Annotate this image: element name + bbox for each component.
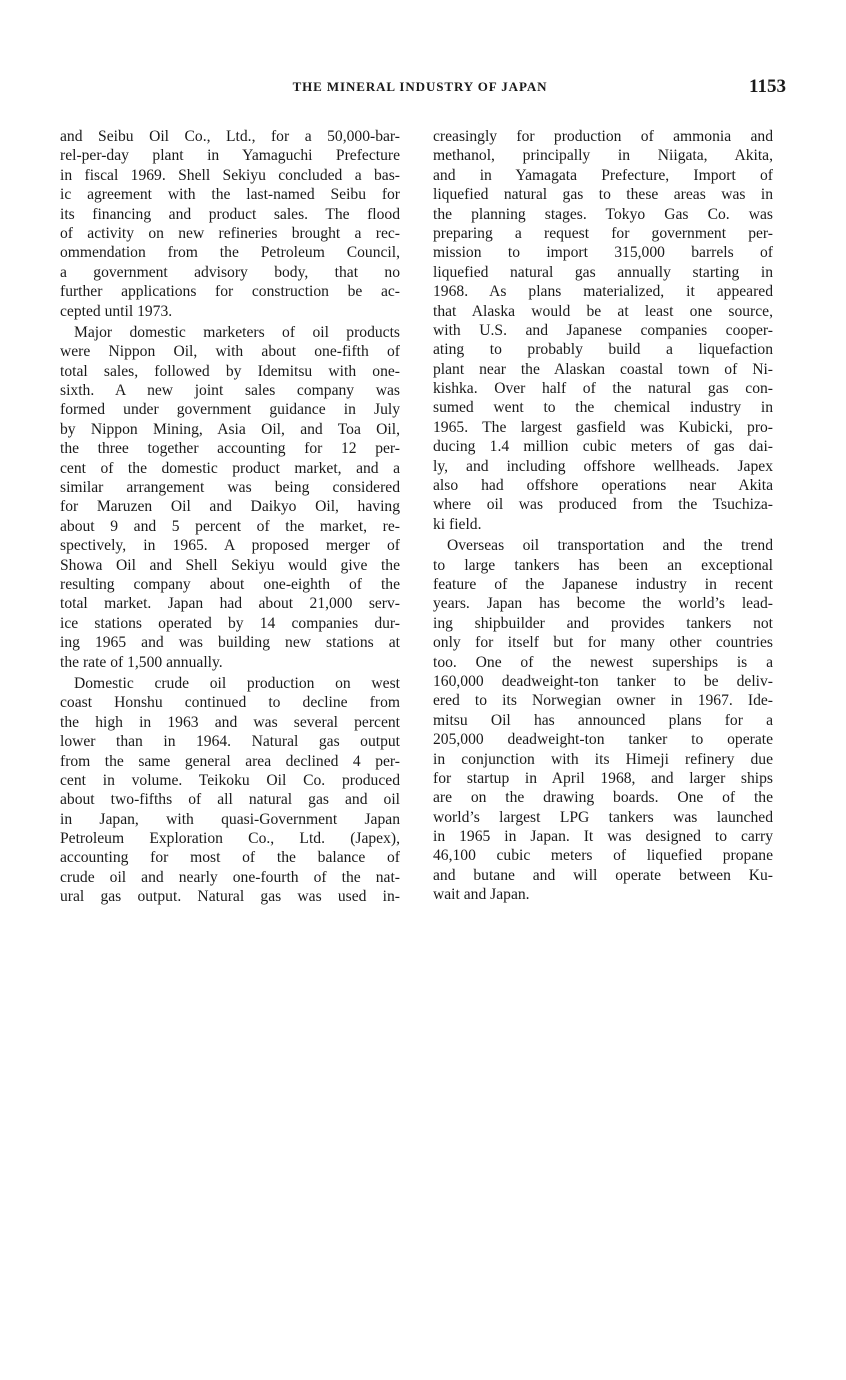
text-line: Major domestic marketers of oil products — [74, 323, 400, 341]
text-line: by Nippon Mining, Asia Oil, and Toa Oil, — [60, 420, 400, 438]
text-line: rel-per-day plant in Yamaguchi Prefecture — [60, 147, 400, 165]
text-line: and butane and will operate between Ku- — [433, 866, 773, 884]
text-line: in Japan, with quasi-Government Japan — [60, 810, 400, 828]
text-line: to large tankers has been an exceptional — [433, 556, 773, 574]
text-line: liquefied natural gas annually starting in — [433, 263, 773, 281]
text-line: sumed went to the chemical industry in — [433, 399, 773, 417]
text-line: lower than in 1964. Natural gas output — [60, 733, 400, 751]
text-line: the planning stages. Tokyo Gas Co. was — [433, 205, 773, 223]
text-line: for startup in April 1968, and larger ships — [433, 769, 773, 787]
text-line: the rate of 1,500 annually. — [60, 653, 223, 671]
text-line: and Seibu Oil Co., Ltd., for a 50,000-bar- — [60, 128, 400, 145]
text-line: the three together accounting for 12 per- — [60, 440, 400, 458]
page-number: 1153 — [749, 76, 786, 97]
text-line: of activity on new refineries brought a rec- — [60, 224, 400, 242]
text-line: total sales, followed by Idemitsu with one- — [60, 362, 400, 380]
text-line: a government advisory body, that no — [60, 263, 400, 281]
text-line: ing 1965 and was building new stations at — [60, 634, 400, 652]
left-column — [60, 127, 400, 909]
text-line: are on the drawing boards. One of the — [433, 789, 773, 807]
text-line: accounting for most of the balance of — [60, 849, 400, 867]
text-line: ki field. — [433, 515, 482, 533]
text-line: ic agreement with the last-named Seibu for — [60, 186, 400, 204]
text-line: too. One of the newest superships is a — [433, 653, 773, 671]
text-line: mitsu Oil has announced plans for a — [433, 711, 773, 729]
paragraph — [60, 127, 400, 321]
text-line: ducing 1.4 million cubic meters of gas dai- — [433, 438, 773, 456]
text-line: cent of the domestic product market, and a — [60, 459, 400, 477]
text-line: similar arrangement was being considered — [60, 479, 400, 497]
right-column — [433, 127, 773, 907]
text-line: Domestic crude oil production on west — [74, 674, 400, 692]
text-line: 1965. The largest gasfield was Kubicki, pro- — [433, 418, 773, 436]
text-line: 1968. As plans materialized, it appeared — [433, 283, 773, 301]
text-line: were Nippon Oil, with about one-fifth of — [60, 343, 400, 361]
text-line: crude oil and nearly one-fourth of the nat- — [60, 868, 400, 886]
text-line: 46,100 cubic meters of liquefied propane — [433, 847, 773, 865]
text-line: preparing a request for government per- — [433, 224, 773, 242]
text-line: ing shipbuilder and provides tankers not — [433, 614, 773, 632]
text-line: its financing and product sales. The flood — [60, 205, 400, 223]
text-line: with U.S. and Japanese companies cooper- — [433, 321, 773, 339]
paragraph — [60, 323, 400, 672]
text-line: methanol, principally in Niigata, Akita, — [433, 147, 773, 165]
text-line: in conjunction with its Himeji refinery due — [433, 750, 773, 768]
text-line: mission to import 315,000 barrels of — [433, 244, 773, 262]
text-line: also had offshore operations near Akita — [433, 477, 773, 495]
text-line: ered to its Norwegian owner in 1967. Ide- — [433, 692, 773, 710]
text-line: and in Yamagata Prefecture, Import of — [433, 166, 773, 184]
text-line: world’s largest LPG tankers was launched — [433, 808, 773, 826]
text-line: liquefied natural gas to these areas was in — [433, 186, 773, 204]
text-line: from the same general area declined 4 per- — [60, 752, 400, 770]
text-line: ating to probably build a liquefaction — [433, 341, 773, 359]
text-line: resulting company about one-eighth of the — [60, 575, 400, 593]
text-line: wait and Japan. — [433, 886, 530, 904]
text-line: years. Japan has become the world’s lead- — [433, 595, 773, 613]
text-line: ly, and including offshore wellheads. Japex — [433, 457, 773, 475]
text-line: ice stations operated by 14 companies dur- — [60, 614, 400, 632]
text-line: total market. Japan had about 21,000 serv- — [60, 595, 400, 613]
text-line: for Maruzen Oil and Daikyo Oil, having — [60, 498, 400, 516]
running-head: THE MINERAL INDUSTRY OF JAPAN — [292, 79, 548, 94]
text-line: Overseas oil transportation and the trend — [447, 537, 773, 555]
text-line: only for itself but for many other countries — [433, 634, 773, 652]
text-line: Showa Oil and Shell Sekiyu would give the — [60, 556, 400, 574]
text-line: in fiscal 1969. Shell Sekiyu concluded a bas- — [60, 166, 400, 184]
text-line: ommendation from the Petroleum Council, — [60, 244, 400, 262]
paragraph — [433, 127, 773, 534]
text-line: formed under government guidance in July — [60, 401, 400, 419]
paragraph — [60, 674, 400, 907]
text-line: cent in volume. Teikoku Oil Co. produced — [60, 771, 400, 789]
text-line: kishka. Over half of the natural gas con- — [433, 380, 773, 398]
text-line: further applications for construction be ac- — [60, 283, 400, 301]
paragraph — [433, 536, 773, 904]
text-line: sixth. A new joint sales company was — [60, 382, 400, 400]
text-line: in 1965 in Japan. It was designed to carry — [433, 828, 773, 846]
text-line: that Alaska would be at least one source, — [433, 302, 773, 320]
text-line: plant near the Alaskan coastal town of Ni- — [433, 360, 773, 378]
text-line: Petroleum Exploration Co., Ltd. (Japex), — [60, 830, 400, 848]
text-line: where oil was produced from the Tsuchiza- — [433, 496, 773, 514]
text-line: ural gas output. Natural gas was used in- — [60, 888, 400, 906]
text-line: 205,000 deadweight-ton tanker to operate — [433, 731, 773, 749]
text-line: the high in 1963 and was several percent — [60, 713, 400, 731]
text-line: coast Honshu continued to decline from — [60, 694, 400, 712]
text-line: creasingly for production of ammonia and — [433, 128, 773, 145]
text-line: about two-fifths of all natural gas and oil — [60, 791, 400, 809]
text-line: spectively, in 1965. A proposed merger of — [60, 537, 400, 555]
text-line: 160,000 deadweight-ton tanker to be deliv- — [433, 672, 773, 690]
text-line: about 9 and 5 percent of the market, re- — [60, 517, 400, 535]
text-line: feature of the Japanese industry in recent — [433, 575, 773, 593]
text-line: cepted until 1973. — [60, 302, 173, 320]
